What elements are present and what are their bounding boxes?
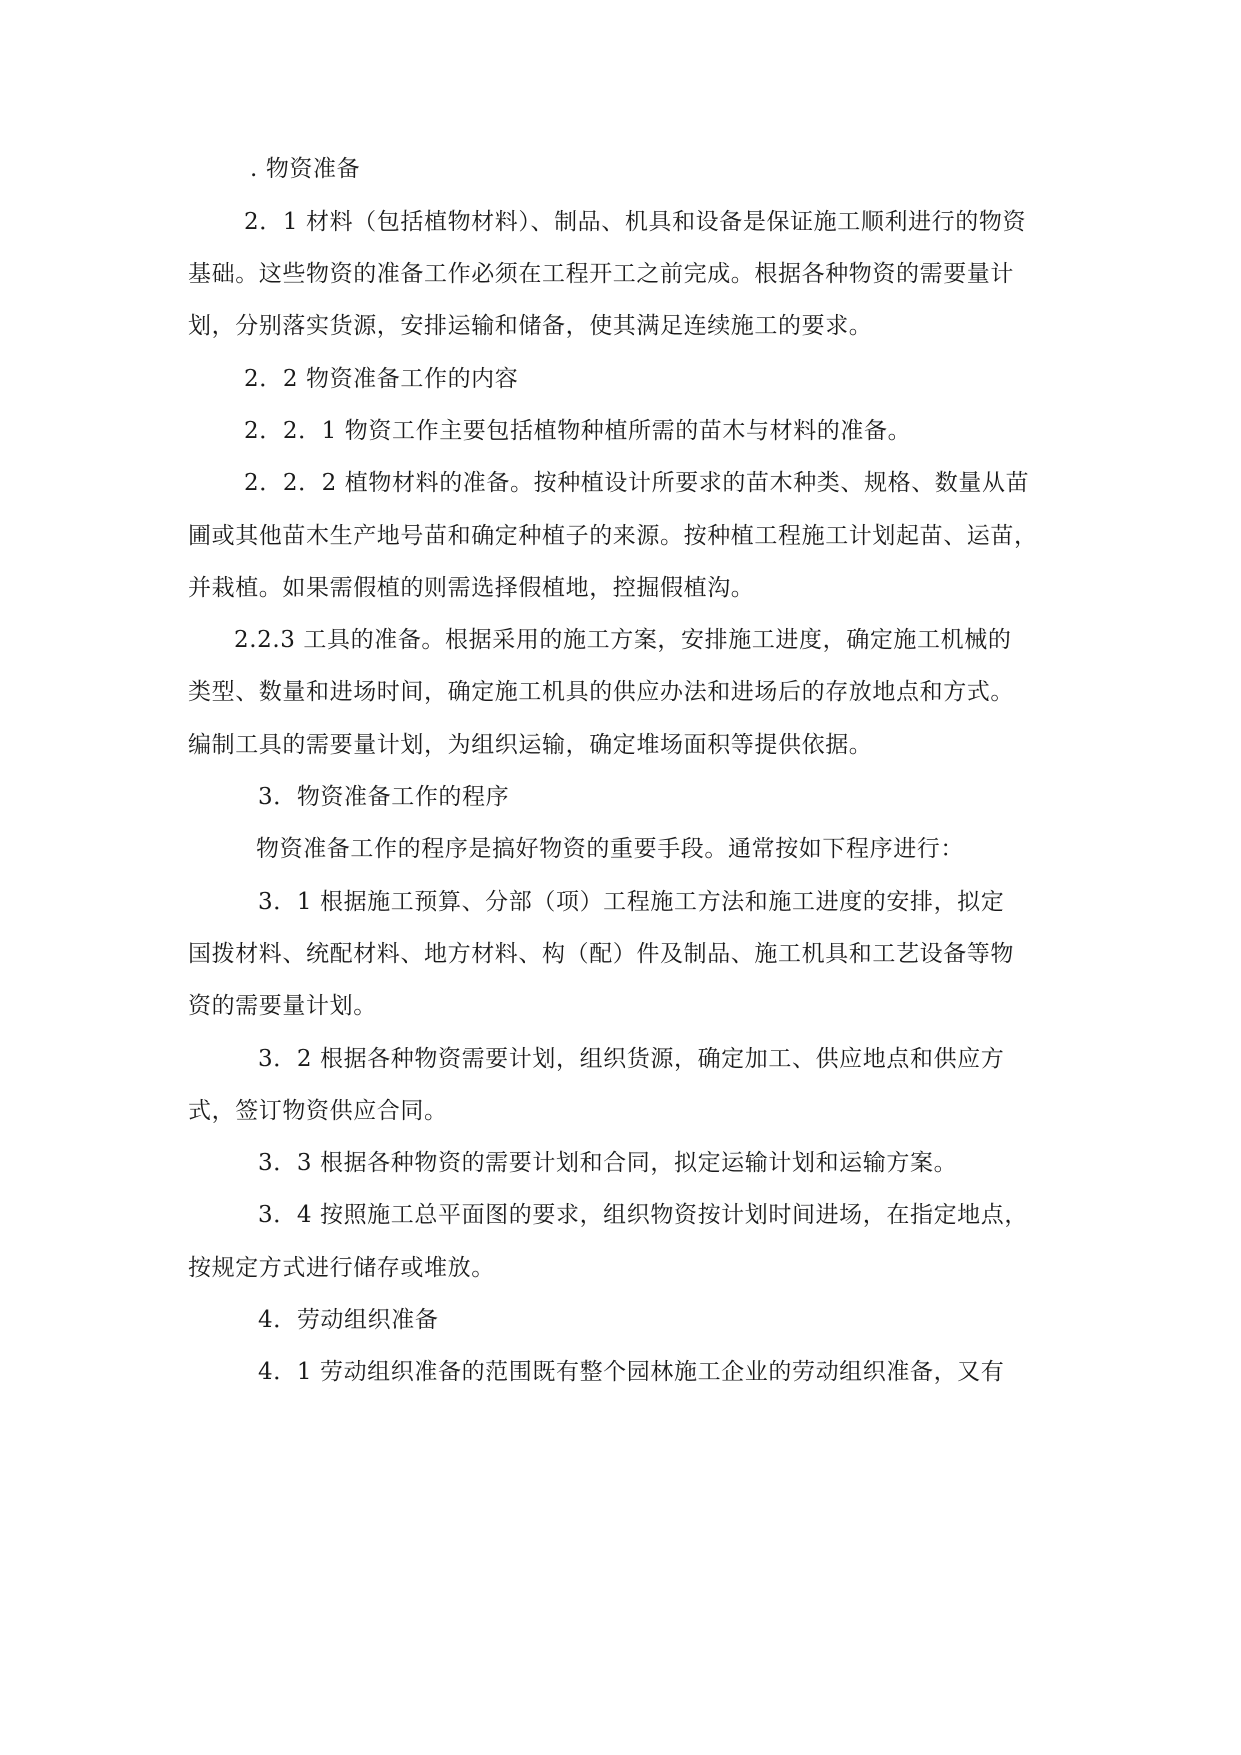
paragraph-line: 圃或其他苗木生产地号苗和确定种植子的来源。按种植工程施工计划起苗、运苗， bbox=[188, 523, 1038, 549]
paragraph-line: 划，分别落实货源，安排运输和储备，使其满足连续施工的要求。 bbox=[188, 313, 873, 339]
paragraph-line: 4．1 劳动组织准备的范围既有整个园林施工企业的劳动组织准备，又有 bbox=[258, 1359, 1005, 1385]
paragraph-line: 并栽植。如果需假植的则需选择假植地，控掘假植沟。 bbox=[188, 575, 755, 601]
paragraph-line: 资的需要量计划。 bbox=[188, 993, 377, 1019]
paragraph-line: 式，签订物资供应合同。 bbox=[188, 1098, 448, 1124]
paragraph-line: 3．1 根据施工预算、分部（项）工程施工方法和施工进度的安排，拟定 bbox=[258, 889, 1005, 915]
paragraph-line: 基础。这些物资的准备工作必须在工程开工之前完成。根据各种物资的需要量计 bbox=[188, 261, 1014, 287]
paragraph-line: 3．3 根据各种物资的需要计划和合同，拟定运输计划和运输方案。 bbox=[258, 1150, 958, 1176]
paragraph-line: 2．2．1 物资工作主要包括植物种植所需的苗木与材料的准备。 bbox=[244, 418, 912, 444]
paragraph-line: 3．4 按照施工总平面图的要求，组织物资按计划时间进场，在指定地点， bbox=[258, 1202, 1028, 1228]
paragraph-line: 物资准备工作的程序是搞好物资的重要手段。通常按如下程序进行： bbox=[256, 836, 964, 862]
paragraph-line: 2．2．2 植物材料的准备。按种植设计所要求的苗木种类、规格、数量从苗 bbox=[244, 470, 1030, 496]
section-heading: . 物资准备 bbox=[250, 156, 361, 182]
paragraph-line: 按规定方式进行储存或堆放。 bbox=[188, 1255, 495, 1281]
paragraph-line: 编制工具的需要量计划，为组织运输，确定堆场面积等提供依据。 bbox=[188, 732, 873, 758]
section-heading: 3．物资准备工作的程序 bbox=[258, 784, 510, 810]
paragraph-line: 类型、数量和进场时间，确定施工机具的供应办法和进场后的存放地点和方式。 bbox=[188, 679, 1014, 705]
paragraph-line: 2．1 材料（包括植物材料）、制品、机具和设备是保证施工顺利进行的物资 bbox=[244, 209, 1027, 235]
section-heading: 4．劳动组织准备 bbox=[258, 1307, 439, 1333]
paragraph-line: 3．2 根据各种物资需要计划，组织货源，确定加工、供应地点和供应方 bbox=[258, 1046, 1005, 1072]
section-heading: 2．2 物资准备工作的内容 bbox=[244, 366, 519, 392]
paragraph-line: 2.2.3 工具的准备。根据采用的施工方案，安排施工进度，确定施工机械的 bbox=[234, 627, 1012, 653]
paragraph-line: 国拨材料、统配材料、地方材料、构（配）件及制品、施工机具和工艺设备等物 bbox=[188, 941, 1014, 967]
